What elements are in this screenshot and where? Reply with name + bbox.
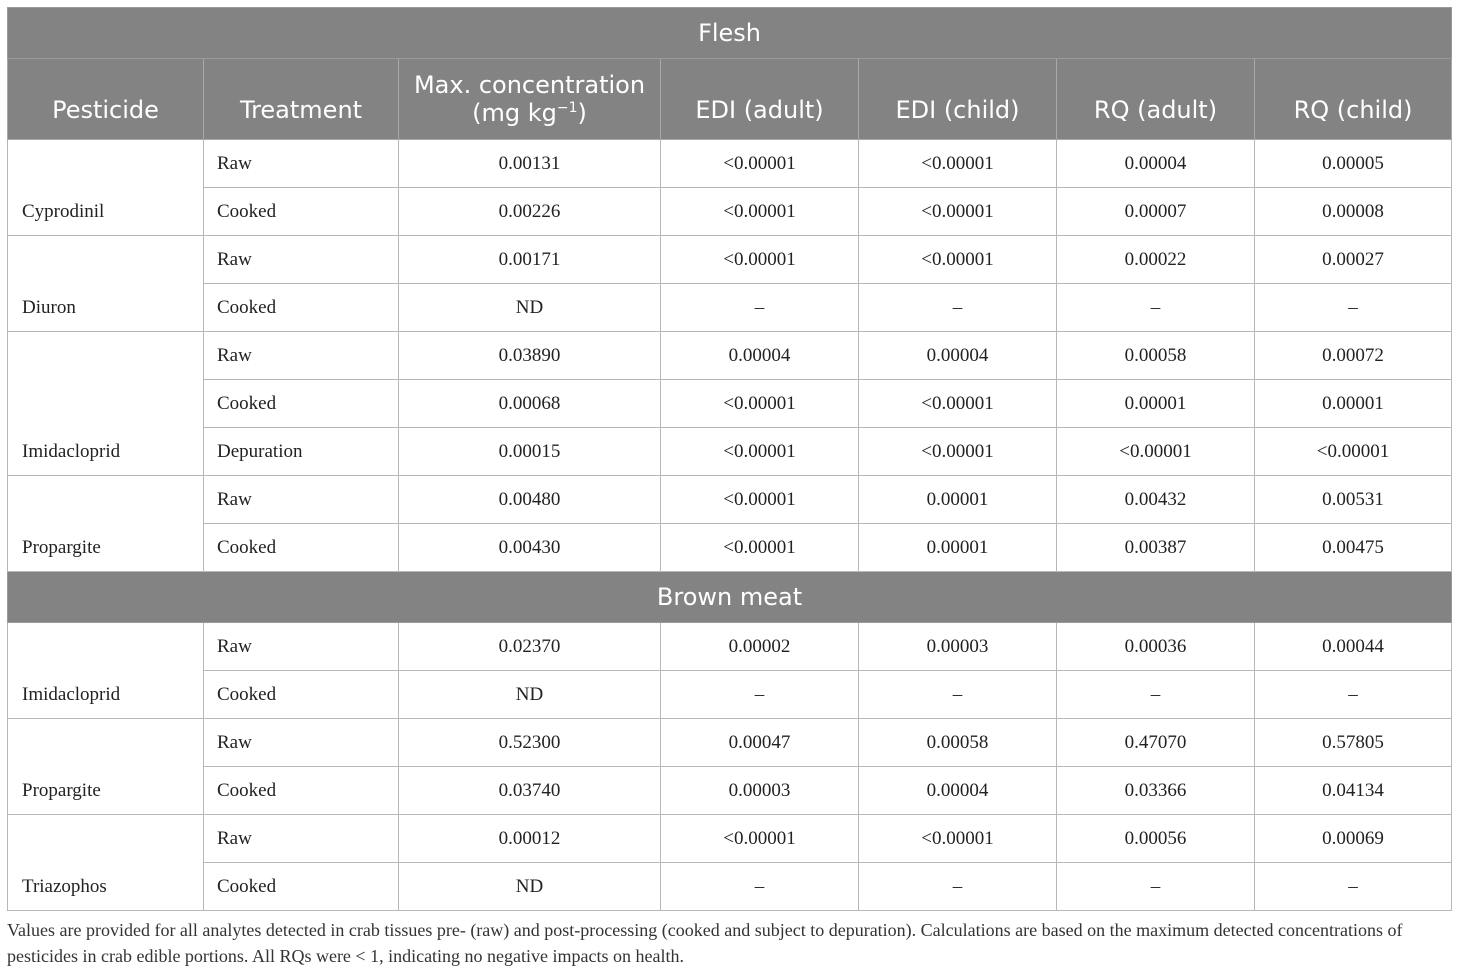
column-header-max-concentration <box>399 59 661 140</box>
table-row <box>8 140 1452 188</box>
edi-adult-cell: <0.00001 <box>661 236 859 284</box>
table-row <box>8 767 1452 815</box>
rq-adult-cell: 0.00432 <box>1057 476 1255 524</box>
edi-child-cell: 0.00001 <box>859 476 1057 524</box>
edi-adult-cell: <0.00001 <box>661 140 859 188</box>
rq-adult-cell: 0.00387 <box>1057 524 1255 572</box>
table-row <box>8 623 1452 671</box>
table-row <box>8 524 1452 572</box>
rq-adult-cell: 0.00022 <box>1057 236 1255 284</box>
edi-adult-cell: – <box>661 863 859 911</box>
table-footnote: Values are provided for all analytes detected in crab tissues pre- (raw) and post-processing (cooked and subject to depuration). Calculations are based on the maximum detected concentrations of pesticides in crab edible portions. All RQs were < 1, indicating no negative impacts on health. <box>7 920 1403 966</box>
pesticide-cell: Imidacloprid <box>8 332 204 476</box>
treatment-cell: Raw <box>204 719 399 767</box>
treatment-cell: Raw <box>204 623 399 671</box>
edi-adult-cell: <0.00001 <box>661 815 859 863</box>
max-concentration-cell: 0.00226 <box>399 188 661 236</box>
rq-child-cell: 0.00027 <box>1255 236 1452 284</box>
treatment-cell: Cooked <box>204 863 399 911</box>
unit-prefix: (mg kg <box>472 99 557 127</box>
pesticide-risk-table <box>7 7 1452 911</box>
unit-suffix: ) <box>577 99 587 127</box>
edi-child-cell: <0.00001 <box>859 188 1057 236</box>
max-concentration-cell: ND <box>399 671 661 719</box>
edi-adult-cell: – <box>661 284 859 332</box>
table-row <box>8 863 1452 911</box>
table-row <box>8 284 1452 332</box>
edi-child-cell: <0.00001 <box>859 140 1057 188</box>
table-container <box>7 7 1451 911</box>
rq-adult-cell: 0.00001 <box>1057 380 1255 428</box>
treatment-cell: Cooked <box>204 671 399 719</box>
max-concentration-label: Max. concentration <box>413 71 646 99</box>
table-row <box>8 380 1452 428</box>
rq-adult-cell: – <box>1057 671 1255 719</box>
rq-child-cell: – <box>1255 671 1452 719</box>
table-body <box>8 8 1452 911</box>
table-row <box>8 815 1452 863</box>
treatment-cell: Depuration <box>204 428 399 476</box>
table-row <box>8 671 1452 719</box>
rq-adult-cell: 0.00056 <box>1057 815 1255 863</box>
treatment-cell: Cooked <box>204 188 399 236</box>
table-row <box>8 332 1452 380</box>
max-concentration-cell: ND <box>399 863 661 911</box>
edi-adult-cell: 0.00047 <box>661 719 859 767</box>
edi-adult-cell: – <box>661 671 859 719</box>
treatment-cell: Raw <box>204 815 399 863</box>
rq-adult-cell: – <box>1057 863 1255 911</box>
treatment-cell: Raw <box>204 140 399 188</box>
pesticide-cell: Cyprodinil <box>8 140 204 236</box>
column-header-treatment: Treatment <box>204 59 399 140</box>
edi-child-cell: – <box>859 671 1057 719</box>
rq-child-cell: 0.00072 <box>1255 332 1452 380</box>
treatment-cell: Raw <box>204 332 399 380</box>
section-title: Brown meat <box>8 572 1452 623</box>
treatment-cell: Cooked <box>204 767 399 815</box>
rq-adult-cell: 0.47070 <box>1057 719 1255 767</box>
edi-child-cell: – <box>859 284 1057 332</box>
max-concentration-cell: 0.00012 <box>399 815 661 863</box>
column-header-row <box>8 59 1452 140</box>
max-concentration-cell: 0.03890 <box>399 332 661 380</box>
column-header-rq-adult: RQ (adult) <box>1057 59 1255 140</box>
rq-adult-cell: 0.00036 <box>1057 623 1255 671</box>
edi-adult-cell: <0.00001 <box>661 188 859 236</box>
edi-child-cell: 0.00003 <box>859 623 1057 671</box>
max-concentration-cell: 0.00131 <box>399 140 661 188</box>
pesticide-cell: Triazophos <box>8 815 204 911</box>
max-concentration-cell: 0.00480 <box>399 476 661 524</box>
max-concentration-cell: 0.00171 <box>399 236 661 284</box>
pesticide-cell: Diuron <box>8 236 204 332</box>
treatment-cell: Cooked <box>204 284 399 332</box>
max-concentration-cell: 0.00015 <box>399 428 661 476</box>
table-row <box>8 719 1452 767</box>
edi-child-cell: 0.00004 <box>859 332 1057 380</box>
rq-child-cell: 0.57805 <box>1255 719 1452 767</box>
max-concentration-cell: 0.00430 <box>399 524 661 572</box>
pesticide-cell: Imidacloprid <box>8 623 204 719</box>
max-concentration-cell: 0.00068 <box>399 380 661 428</box>
rq-child-cell: 0.00001 <box>1255 380 1452 428</box>
section-header-row <box>8 572 1452 623</box>
rq-adult-cell: 0.00007 <box>1057 188 1255 236</box>
edi-child-cell: 0.00001 <box>859 524 1057 572</box>
treatment-cell: Raw <box>204 236 399 284</box>
edi-adult-cell: 0.00003 <box>661 767 859 815</box>
table-row <box>8 236 1452 284</box>
edi-child-cell: 0.00058 <box>859 719 1057 767</box>
max-concentration-cell: 0.03740 <box>399 767 661 815</box>
rq-child-cell: 0.00008 <box>1255 188 1452 236</box>
edi-child-cell: <0.00001 <box>859 815 1057 863</box>
rq-adult-cell: – <box>1057 284 1255 332</box>
rq-child-cell: – <box>1255 863 1452 911</box>
max-concentration-cell: 0.52300 <box>399 719 661 767</box>
edi-child-cell: <0.00001 <box>859 428 1057 476</box>
column-header-rq-child: RQ (child) <box>1255 59 1452 140</box>
max-concentration-cell: 0.02370 <box>399 623 661 671</box>
column-header-pesticide: Pesticide <box>8 59 204 140</box>
edi-child-cell: <0.00001 <box>859 236 1057 284</box>
edi-child-cell: <0.00001 <box>859 380 1057 428</box>
table-row <box>8 188 1452 236</box>
rq-child-cell: – <box>1255 284 1452 332</box>
rq-adult-cell: 0.00004 <box>1057 140 1255 188</box>
pesticide-cell: Propargite <box>8 476 204 572</box>
treatment-cell: Cooked <box>204 524 399 572</box>
edi-adult-cell: <0.00001 <box>661 380 859 428</box>
rq-child-cell: 0.00069 <box>1255 815 1452 863</box>
edi-adult-cell: <0.00001 <box>661 524 859 572</box>
rq-child-cell: 0.00005 <box>1255 140 1452 188</box>
rq-child-cell: 0.00044 <box>1255 623 1452 671</box>
rq-child-cell: 0.04134 <box>1255 767 1452 815</box>
rq-adult-cell: <0.00001 <box>1057 428 1255 476</box>
edi-adult-cell: 0.00002 <box>661 623 859 671</box>
rq-child-cell: <0.00001 <box>1255 428 1452 476</box>
rq-child-cell: 0.00531 <box>1255 476 1452 524</box>
edi-child-cell: – <box>859 863 1057 911</box>
table-row <box>8 476 1452 524</box>
section-title: Flesh <box>8 8 1452 59</box>
edi-adult-cell: <0.00001 <box>661 428 859 476</box>
section-header-row <box>8 8 1452 59</box>
pesticide-cell: Propargite <box>8 719 204 815</box>
table-row <box>8 428 1452 476</box>
rq-adult-cell: 0.03366 <box>1057 767 1255 815</box>
column-header-edi-child: EDI (child) <box>859 59 1057 140</box>
edi-adult-cell: <0.00001 <box>661 476 859 524</box>
edi-adult-cell: 0.00004 <box>661 332 859 380</box>
unit-superscript: −1 <box>556 100 578 116</box>
edi-child-cell: 0.00004 <box>859 767 1057 815</box>
treatment-cell: Cooked <box>204 380 399 428</box>
treatment-cell: Raw <box>204 476 399 524</box>
rq-child-cell: 0.00475 <box>1255 524 1452 572</box>
column-header-edi-adult: EDI (adult) <box>661 59 859 140</box>
rq-adult-cell: 0.00058 <box>1057 332 1255 380</box>
max-concentration-cell: ND <box>399 284 661 332</box>
